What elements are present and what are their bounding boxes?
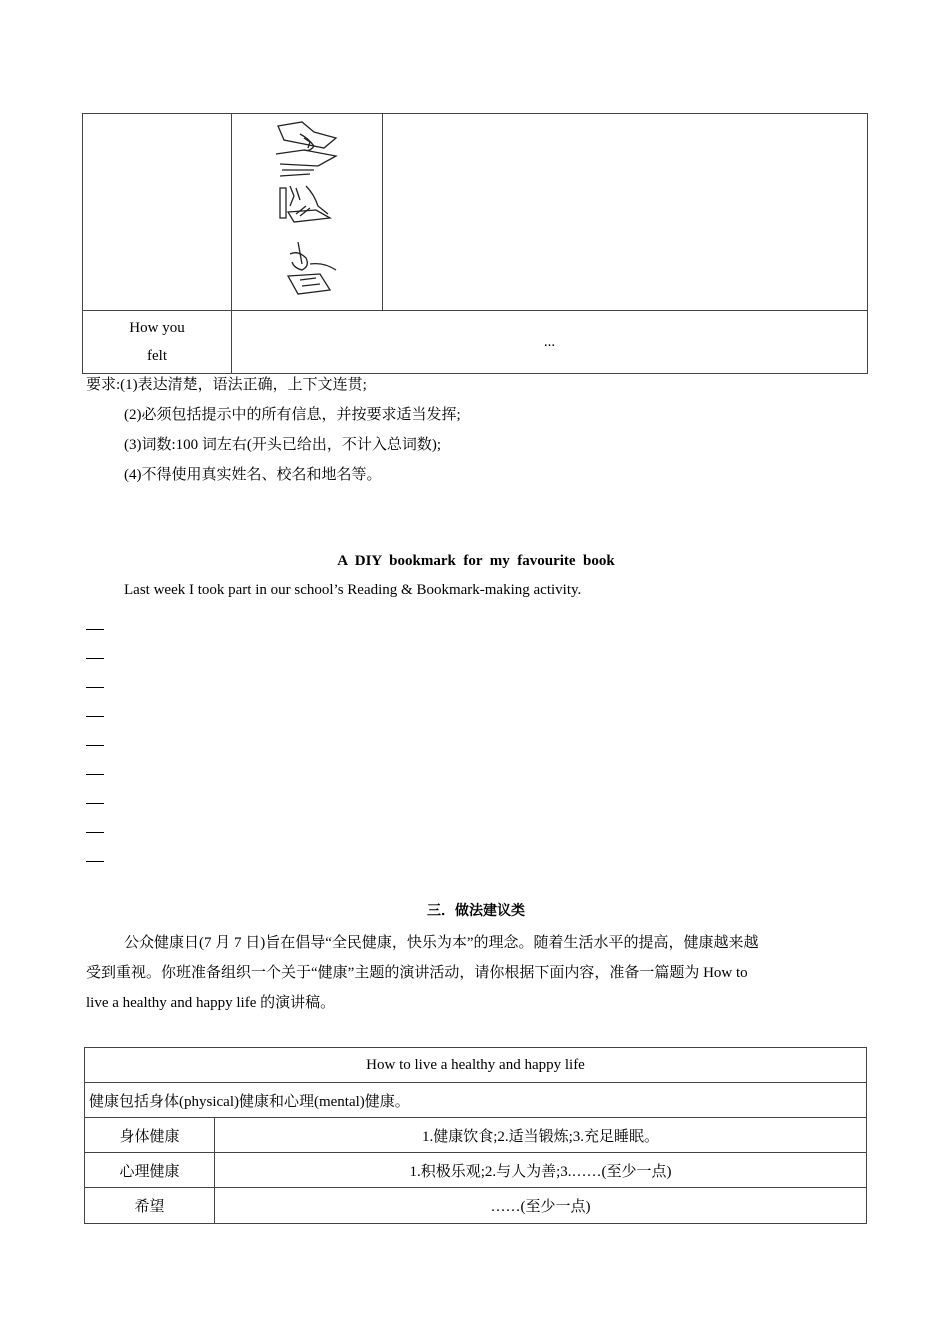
row-content: 1.积极乐观;2.与人为善;3.……(至少一点) (409, 1163, 672, 1180)
cutting-sketch-icon (276, 184, 336, 226)
sketch-cell (232, 114, 383, 311)
writing-line (86, 803, 104, 804)
folding-paper-sketch-icon (274, 120, 340, 178)
health-table-intro-cell (85, 1083, 867, 1118)
row-content-cell (215, 1188, 867, 1224)
pen-drawing-sketch-icon (280, 240, 338, 300)
row-label-cell (85, 1188, 215, 1224)
row-label: 心理健康 (119, 1163, 180, 1180)
requirement-2: (2)必须包括提示中的所有信息，并按要求适当发挥; (124, 407, 461, 423)
writing-cell (383, 114, 868, 311)
writing-line (86, 774, 104, 775)
writing-line (86, 658, 104, 659)
health-table (84, 1047, 867, 1224)
health-table-title-cell (85, 1048, 867, 1083)
requirement-4: (4)不得使用真实姓名、校名和地名等。 (124, 467, 382, 483)
top-table (82, 113, 868, 374)
row-content: ……(至少一点) (490, 1199, 591, 1215)
writing-line (86, 629, 104, 630)
essay-title: A DIY bookmark for my favourite book (337, 553, 615, 569)
section3-line2: 受到重视。你班准备组织一个关于“健康”主题的演讲活动，请你根据下面内容，准备一篇题为 How to (86, 965, 748, 981)
row-content-cell (215, 1118, 867, 1153)
feelings-label-line2: felt (147, 348, 167, 364)
requirements (86, 370, 461, 490)
row-content: 1.健康饮食;2.适当锻炼;3.充足睡眠。 (421, 1128, 660, 1145)
row-label: 希望 (134, 1199, 165, 1215)
health-table-intro: 健康包括身体(physical)健康和心理(mental)健康。 (89, 1093, 410, 1110)
requirement-3: (3)词数:100 词左右(开头已给出，不计入总词数); (124, 437, 442, 453)
feelings-label-cell (83, 311, 232, 374)
empty-cell (83, 114, 232, 311)
feelings-value-cell (232, 311, 868, 374)
row-content-cell (215, 1153, 867, 1188)
writing-line (86, 745, 104, 746)
health-table-title: How to live a healthy and happy life (366, 1056, 585, 1073)
row-label: 身体健康 (119, 1128, 180, 1145)
writing-line (86, 716, 104, 717)
requirement-1: 要求:(1)表达清楚，语法正确，上下文连贯; (86, 377, 367, 393)
writing-line (86, 687, 104, 688)
writing-line (86, 832, 104, 833)
section3-heading: 三．做法建议类 (427, 903, 525, 919)
essay-opening: Last week I took part in our school’s Reading & Bookmark-making activity. (124, 582, 582, 598)
section3-paragraph (86, 928, 876, 1018)
writing-line (86, 861, 104, 862)
feelings-value: ... (543, 333, 556, 350)
section3-line1: 公众健康日(7 月 7 日)旨在倡导“全民健康，快乐为本”的理念。随着生活水平的提高，健康越来越 (124, 935, 759, 951)
row-label-cell (85, 1153, 215, 1188)
section3-line3: live a healthy and happy life 的演讲稿。 (86, 995, 336, 1011)
row-label-cell (85, 1118, 215, 1153)
feelings-label-line1: How you (129, 320, 185, 336)
